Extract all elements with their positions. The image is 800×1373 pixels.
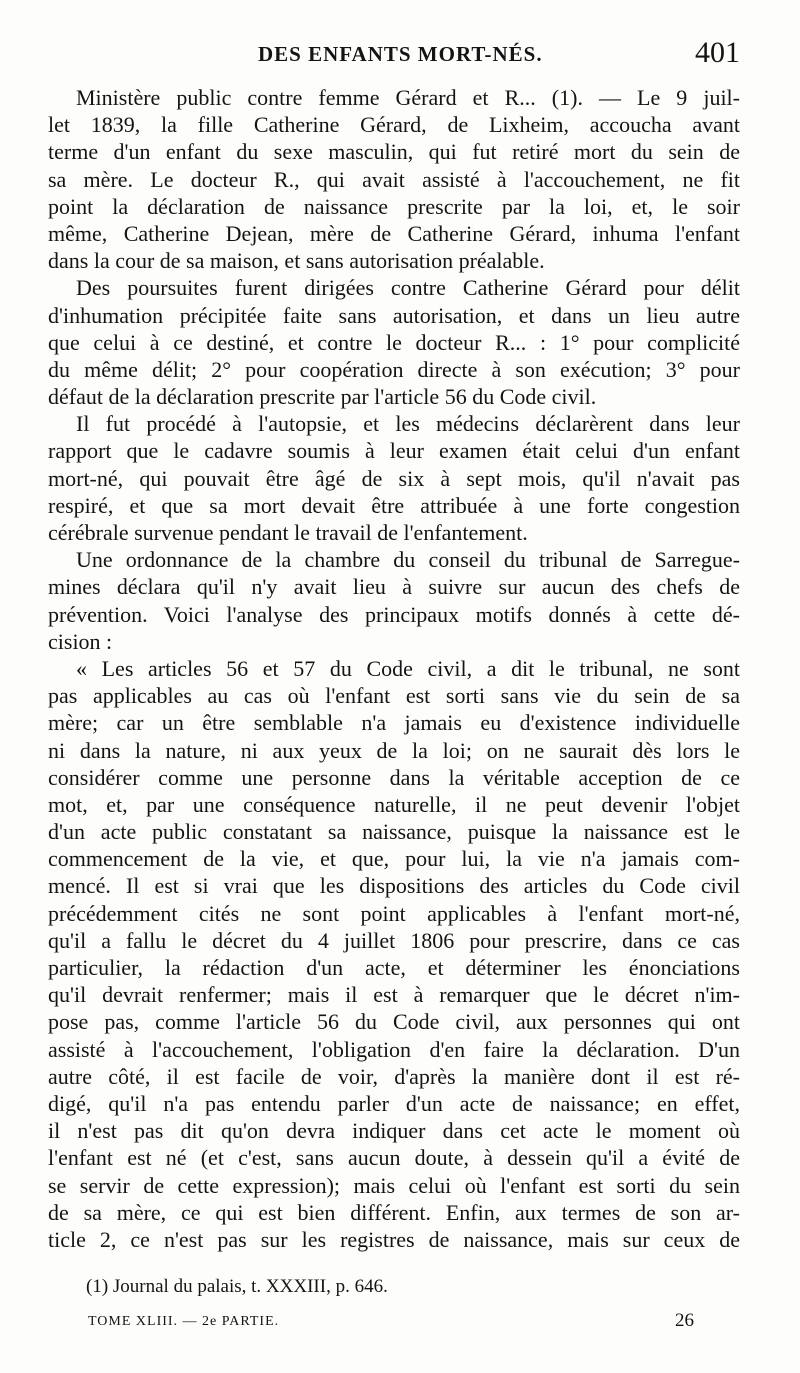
text-line: se servir de cette expression); mais celui où l'enfant est sorti du sein [48,1172,740,1198]
text-line: cision : [48,628,113,654]
text-line: sa mère. Le docteur R., qui avait assisté à l'accouchement, ne fit [48,166,740,192]
text-line: même, Catherine Dejean, mère de Catherine Gérard, inhuma l'enfant [48,220,740,246]
text-line: d'un acte public constatant sa naissance, puisque la naissance est le [48,819,740,845]
page-footer [88,1310,694,1334]
text-line: ticle 2, ce n'est pas sur les registres de naissance, mais sur ceux de [48,1226,740,1252]
text-line: respiré, et que sa mort devait être attribuée à une forte congestion [48,492,740,518]
page-number: 401 [695,36,740,69]
text-line: que celui à ce destiné, et contre le docteur R... : 1° pour complicité [48,329,740,355]
running-title: DES ENFANTS MORT-NÉS. [258,42,543,66]
text-line: qu'il devrait renfermer; mais il est à remarquer que le décret n'im- [48,982,740,1008]
page-header [48,36,740,76]
text-line: Des poursuites furent dirigées contre Catherine Gérard pour délit [76,275,740,301]
text-line: ni dans la nature, ni aux yeux de la loi; on ne saurait dès lors le [48,737,740,763]
text-line: défaut de la déclaration prescrite par l'article 56 du Code civil. [48,384,597,410]
footnote: (1) Journal du palais, t. XXXIII, p. 646. [86,1276,388,1297]
text-line: Ministère public contre femme Gérard et R... (1). — Le 9 juil- [76,85,740,110]
text-line: prévention. Voici l'analyse des principaux motifs donnés à cette dé- [48,601,740,627]
text-line: qu'il a fallu le décret du 4 juillet 1806 pour prescrire, dans ce cas [48,927,740,953]
text-line: mot, et, par une conséquence naturelle, il ne peut devenir l'objet [48,791,740,817]
text-line: cérébrale survenue pendant le travail de l'enfantement. [48,520,528,545]
text-line: dans la cour de sa maison, et sans autorisation préalable. [48,248,545,274]
text-line: l'enfant est né (et c'est, sans aucun doute, à dessein qu'il a évité de [48,1145,740,1171]
text-line: précédemment cités ne sont point applicables à l'enfant mort-né, [48,900,740,926]
printer-signature: TOME XLIII. — 2e PARTIE. [88,1314,280,1329]
text-line: particulier, la rédaction d'un acte, et déterminer les énonciations [48,955,740,980]
text-line: terme d'un enfant du sexe masculin, qui fut retiré mort du sein de [48,139,740,165]
text-line: digé, qu'il n'a pas entendu parler d'un acte de naissance; en effet, [48,1090,740,1116]
text-line: point la déclaration de naissance prescrite par la loi, et, le soir [48,193,740,219]
text-line: assisté à l'accouchement, l'obligation d'en faire la déclaration. D'un [48,1036,740,1062]
text-line: mencé. Il est si vrai que les dispositions des articles du Code civil [48,873,740,899]
text-line: du même délit; 2° pour coopération directe à son exécution; 3° pour [48,356,740,382]
body-text [48,84,740,1253]
text-line: Une ordonnance de la chambre du conseil du tribunal de Sarregue- [76,547,740,573]
text-line: pas applicables au cas où l'enfant est sorti sans vie du sein de sa [48,683,740,709]
text-line: rapport que le cadavre soumis à leur examen était celui d'un enfant [48,438,740,464]
text-line: commencement de la vie, et que, pour lui, la vie n'a jamais com- [48,846,740,872]
text-line: let 1839, la fille Catherine Gérard, de Lixheim, accoucha avant [48,112,740,138]
text-line: Il fut procédé à l'autopsie, et les médecins déclarèrent dans leur [76,411,740,437]
text-line: mines déclara qu'il n'y avait lieu à suivre sur aucun des chefs de [48,574,740,600]
text-line: d'inhumation précipitée faite sans autorisation, et dans un lieu autre [48,302,740,328]
text-line: autre côté, il est facile de voir, d'après la manière dont il est ré- [48,1063,740,1089]
text-line: pose pas, comme l'article 56 du Code civil, aux personnes qui ont [48,1009,740,1035]
text-line: « Les articles 56 et 57 du Code civil, a dit le tribunal, ne sont [76,655,740,681]
text-line: mère; car un être semblable n'a jamais eu d'existence individuelle [48,710,740,736]
sheet-number: 26 [675,1310,694,1331]
text-line: il n'est pas dit qu'on devra indiquer dans cet acte le moment où [48,1118,740,1144]
text-line: mort-né, qui pouvait être âgé de six à sept mois, qu'il n'avait pas [48,465,740,491]
text-line: de sa mère, ce qui est bien différent. Enfin, aux termes de son ar- [48,1199,740,1225]
text-line: considérer comme une personne dans la véritable acception de ce [48,764,740,790]
